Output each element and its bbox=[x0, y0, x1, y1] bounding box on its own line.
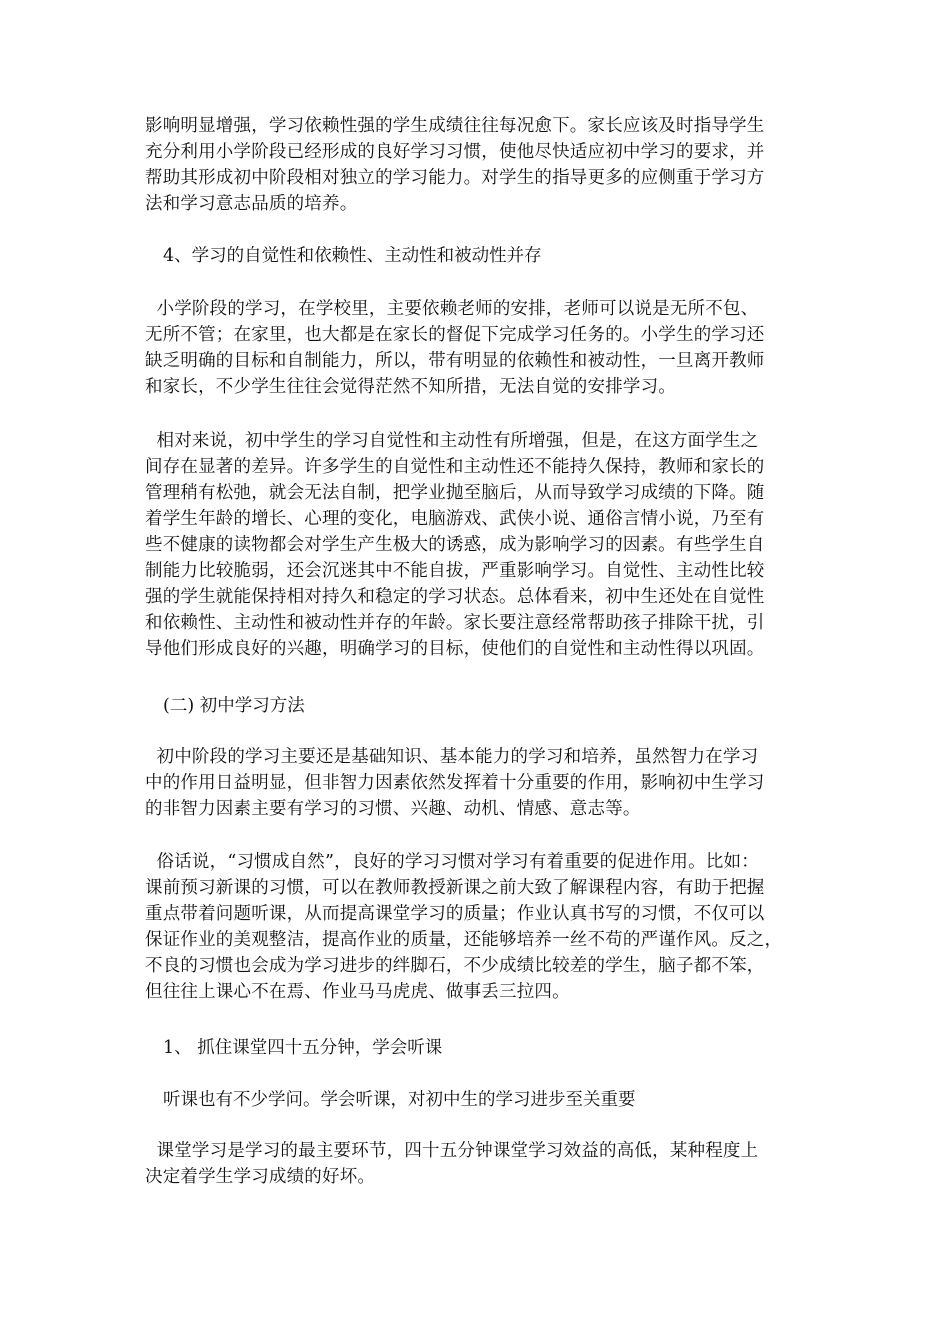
text-line: 俗话说，“习惯成自然”，良好的学习习惯对学习有着重要的促进作用。比如： bbox=[145, 852, 759, 872]
text-line: 强的学生就能保持相对持久和稳定的学习状态。总体看来，初中生还处在自觉性 bbox=[145, 587, 765, 607]
text-line: 影响明显增强，学习依赖性强的学生成绩往往每况愈下。家长应该及时指导学生 bbox=[145, 116, 765, 136]
paragraph-middle-school-self-discipline bbox=[145, 428, 815, 662]
paragraph-primary-school-learning bbox=[145, 296, 815, 400]
text-line: 课前预习新课的习惯，可以在教师教授新课之前大致了解课程内容，有助于把握 bbox=[145, 878, 765, 898]
text-line: 缺乏明确的目标和自制能力，所以，带有明显的依赖性和被动性，一旦离开教师 bbox=[145, 351, 765, 371]
text-line: 相对来说，初中学生的学习自觉性和主动性有所增强，但是，在这方面学生之 bbox=[145, 431, 759, 451]
text-line: 重点带着问题听课，从而提高课堂学习的质量；作业认真书写的习惯，不仅可以 bbox=[145, 904, 765, 924]
text-line: 的非智力因素主要有学习的习惯、兴趣、动机、情感、意志等。 bbox=[145, 799, 641, 819]
text-line: 无所不管；在家里，也大都是在家长的督促下完成学习任务的。小学生的学习还 bbox=[145, 325, 765, 345]
text-line: 小学阶段的学习，在学校里，主要依赖老师的安排，老师可以说是无所不包、 bbox=[145, 299, 759, 319]
text-line: 保证作业的美观整洁，提高作业的质量，还能够培养一丝不苟的严谨作风。反之， bbox=[145, 930, 783, 950]
section-heading-4: 4、学习的自觉性和依赖性、主动性和被动性并存 bbox=[163, 246, 542, 266]
text-line: 中的作用日益明显，但非智力因素依然发挥着十分重要的作用，影响初中生学习 bbox=[145, 773, 765, 793]
text-line: 决定着学生学习成绩的好坏。 bbox=[145, 1167, 376, 1187]
paragraph-study-habits bbox=[145, 849, 815, 1005]
text-line: 初中阶段的学习主要还是基础知识、基本能力的学习和培养，虽然智力在学习 bbox=[145, 747, 759, 767]
paragraph-parent-guidance bbox=[145, 113, 815, 217]
text-line: 课堂学习是学习的最主要环节，四十五分钟课堂学习效益的高低，某种程度上 bbox=[145, 1141, 759, 1161]
section-heading-learning-methods: (二) 初中学习方法 bbox=[163, 696, 305, 716]
text-line: 些不健康的读物都会对学生产生极大的诱惑，成为影响学习的因素。有些学生自 bbox=[145, 535, 765, 555]
paragraph-listening-matters: 听课也有不少学问。学会听课，对初中生的学习进步至关重要 bbox=[163, 1090, 636, 1110]
paragraph-non-intelligence-factors bbox=[145, 744, 815, 822]
text-line: 管理稍有松弛，就会无法自制，把学业抛至脑后，从而导致学习成绩的下降。随 bbox=[145, 483, 765, 503]
text-line: 着学生年龄的增长、心理的变化，电脑游戏、武侠小说、通俗言情小说，乃至有 bbox=[145, 509, 765, 529]
text-line: 间存在显著的差异。许多学生的自觉性和主动性还不能持久保持，教师和家长的 bbox=[145, 457, 765, 477]
text-line: 但往往上课心不在焉、作业马马虎虎、做事丢三拉四。 bbox=[145, 982, 570, 1002]
text-line: 制能力比较脆弱，还会沉迷其中不能自拔，严重影响学习。自觉性、主动性比较 bbox=[145, 561, 765, 581]
paragraph-classroom-learning bbox=[145, 1138, 815, 1190]
text-line: 充分利用小学阶段已经形成的良好学习习惯，使他尽快适应初中学习的要求，并 bbox=[145, 142, 765, 162]
text-line: 法和学习意志品质的培养。 bbox=[145, 194, 358, 214]
section-heading-1: 1、 抓住课堂四十五分钟，学会听课 bbox=[163, 1038, 443, 1058]
text-line: 和依赖性、主动性和被动性并存的年龄。家长要注意经常帮助孩子排除干扰，引 bbox=[145, 613, 765, 633]
text-line: 和家长，不少学生往往会觉得茫然不知所措，无法自觉的安排学习。 bbox=[145, 377, 676, 397]
text-line: 不良的习惯也会成为学习进步的绊脚石，不少成绩比较差的学生，脑子都不笨， bbox=[145, 956, 765, 976]
text-line: 导他们形成良好的兴趣，明确学习的目标，使他们的自觉性和主动性得以巩固。 bbox=[145, 639, 765, 659]
text-line: 帮助其形成初中阶段相对独立的学习能力。对学生的指导更多的应侧重于学习方 bbox=[145, 168, 765, 188]
